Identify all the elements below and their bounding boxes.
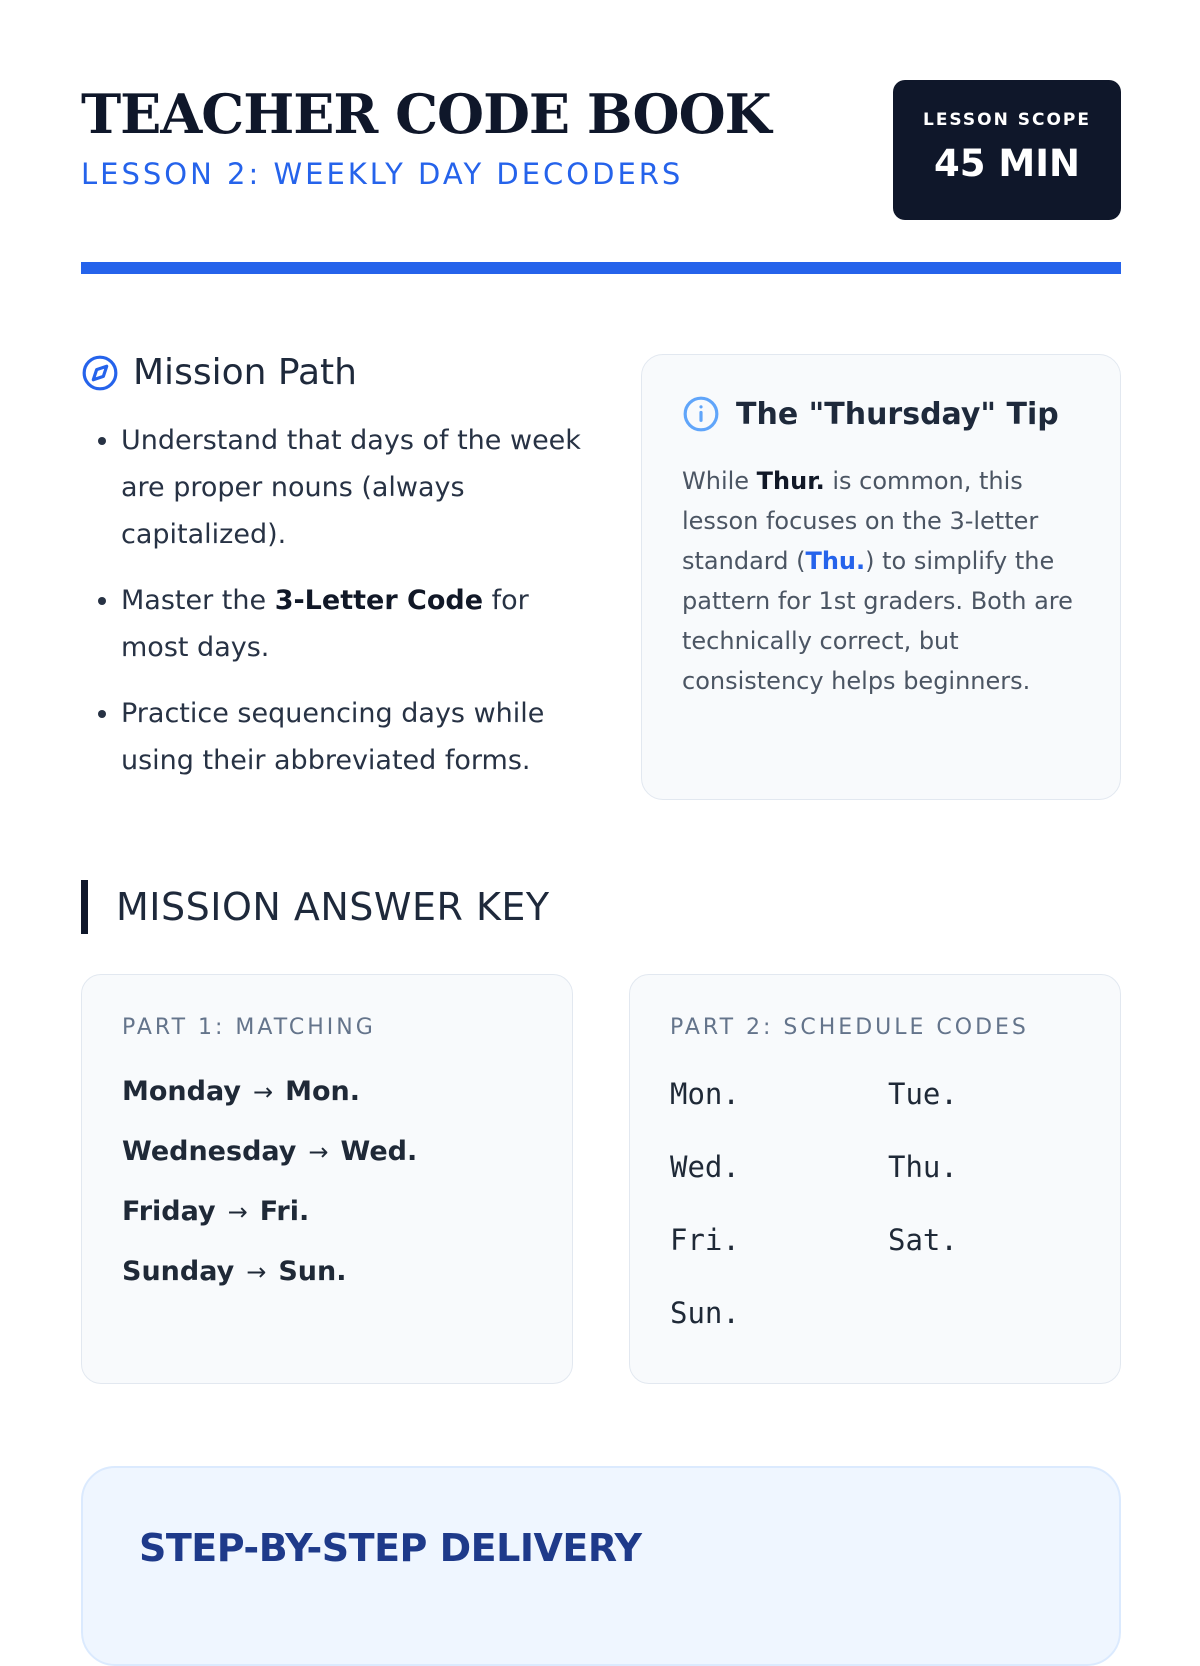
lesson-scope-badge	[893, 80, 1121, 220]
arrow-right-icon: →	[308, 1138, 329, 1166]
matching-list	[122, 1062, 532, 1302]
tip-body	[682, 461, 1080, 701]
matching-card	[81, 974, 573, 1384]
lesson-scope-value: 45 MIN	[934, 142, 1080, 185]
tip-emphasis: Thur.	[756, 467, 825, 495]
match-day: Sunday	[122, 1256, 235, 1287]
list-item: • Practice sequencing days while using their abbreviated forms.	[121, 690, 581, 784]
list-item	[121, 577, 581, 671]
info-icon	[682, 395, 720, 433]
match-row	[122, 1242, 532, 1302]
matching-title: PART 1: MATCHING	[122, 1015, 376, 1040]
day-code: Sat.	[888, 1223, 958, 1257]
thursday-tip-card	[641, 354, 1121, 800]
arrow-right-icon: →	[246, 1258, 267, 1286]
tip-text: is common, this lesson focuses on the 3-letter standard (	[682, 467, 1039, 575]
page-header	[81, 80, 1121, 220]
schedule-codes-title: PART 2: SCHEDULE CODES	[670, 1015, 1029, 1040]
day-code: Mon.	[670, 1077, 740, 1111]
answer-key-header	[81, 880, 550, 934]
match-row	[122, 1182, 532, 1242]
match-day: Friday	[122, 1196, 216, 1227]
header-divider	[81, 262, 1121, 274]
tip-text: While	[682, 467, 757, 495]
compass-icon	[81, 354, 119, 392]
day-code: Fri.	[670, 1223, 740, 1257]
arrow-right-icon: →	[227, 1198, 248, 1226]
day-code: Sun.	[670, 1296, 740, 1330]
match-day: Wednesday	[122, 1136, 297, 1167]
match-row	[122, 1122, 532, 1182]
schedule-codes-card	[629, 974, 1121, 1384]
schedule-codes-grid	[670, 1058, 1080, 1350]
list-item-text: Master the	[121, 585, 275, 616]
list-item-text: for most days.	[121, 585, 529, 663]
tip-text: ) to simplify the pattern for 1st graders. Both are technically correct, but consistency helps beginners.	[682, 547, 1073, 695]
match-code: Sun.	[278, 1256, 347, 1287]
mission-path-section	[81, 352, 581, 803]
tip-heading: The "Thursday" Tip	[736, 396, 1059, 432]
mission-path-heading: Mission Path	[133, 352, 357, 393]
page-title: TEACHER CODE BOOK	[81, 82, 771, 146]
day-code: Thu.	[888, 1150, 958, 1184]
match-day: Monday	[122, 1076, 241, 1107]
match-code: Wed.	[340, 1136, 418, 1167]
delivery-heading: STEP-BY-STEP DELIVERY	[139, 1526, 642, 1570]
delivery-section	[81, 1466, 1121, 1666]
tip-highlight: Thu.	[805, 547, 866, 575]
arrow-right-icon: →	[252, 1078, 274, 1106]
match-code: Fri.	[259, 1196, 310, 1227]
lesson-subtitle: LESSON 2: WEEKLY DAY DECODERS	[81, 157, 684, 191]
match-row	[122, 1062, 532, 1122]
list-item-emphasis: 3-Letter Code	[274, 585, 484, 616]
day-code: Wed.	[670, 1150, 740, 1184]
mission-path-list	[81, 417, 581, 784]
day-code: Tue.	[888, 1077, 958, 1111]
tip-header	[682, 395, 1080, 433]
list-item: • Understand that days of the week are proper nouns (always capitalized).	[121, 417, 581, 558]
lesson-scope-label: LESSON SCOPE	[922, 110, 1091, 130]
match-code: Mon.	[285, 1076, 360, 1107]
answer-key-heading: MISSION ANSWER KEY	[116, 885, 550, 929]
mission-path-header	[81, 352, 581, 393]
